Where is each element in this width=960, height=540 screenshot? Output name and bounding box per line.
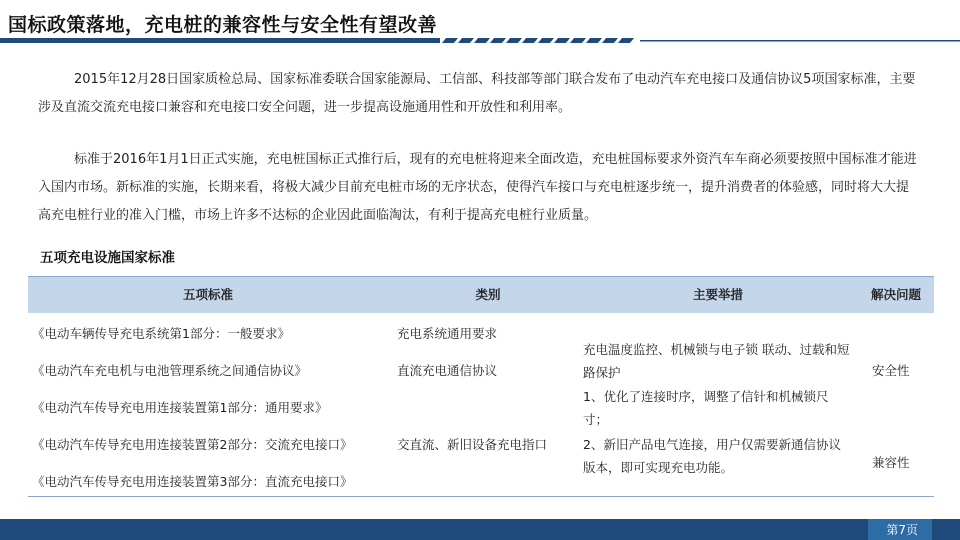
standard-item: 《电动汽车充电机与电池管理系统之间通信协议》 (32, 363, 308, 378)
header-standard: 五项标准 (182, 287, 233, 302)
header-category: 类别 (475, 287, 501, 302)
standard-item: 《电动汽车传导充电用连接装置第3部分：直流充电接口》 (32, 474, 353, 489)
header-measures: 主要举措 (692, 287, 743, 302)
category-item: 充电系统通用要求 (397, 326, 498, 341)
intro-paragraph: 2015年12月28日国家质检总局、国家标准委联合国家能源局、工信部、科技部等部门联合发布了电动汽车充电接口及通信协议5项国家标准，主要涉及直流交流充电接口兼容和充电接口安全问题，进一步提高设施通用性和开放性和利用率。 (38, 72, 916, 115)
table-header (28, 276, 934, 313)
measure-item: 充电温度监控、机械锁与电子锁 联动、过载和短路保护 (583, 342, 850, 380)
footer-bar (0, 519, 960, 540)
issue-item: 兼容性 (872, 455, 910, 470)
header-issue: 解决问题 (870, 287, 921, 302)
measure-item: 2、新旧产品电气连接，用户仅需要新通信协议版本，即可实现充电功能。 (583, 437, 841, 475)
category-item: 直流充电通信协议 (397, 363, 498, 378)
table-bottom-rule (28, 496, 934, 497)
standard-item: 《电动车辆传导充电系统第1部分：一般要求》 (32, 326, 290, 341)
table-title: 五项充电设施国家标准 (40, 250, 175, 266)
impact-paragraph: 标准于2016年1月1日正式实施，充电桩国标正式推行后，现有的充电桩将迎来全面改造，充电桩国标要求外资汽车车商必须要按照中国标准才能进入国内市场。新标准的实施，长期来看，将极大减少目前充电桩市场的无序状态，使得汽车接口与充电桩逐步统一，提升消费者的体验感，同时将大大提高充电桩行业的准入门槛，市场上许多不达标的企业因此面临淘汰，有利于提高充电桩行业质量。 (38, 152, 917, 223)
standard-item: 《电动汽车传导充电用连接装置第1部分：通用要求》 (32, 400, 328, 415)
standard-item: 《电动汽车传导充电用连接装置第2部分：交流充电接口》 (32, 437, 353, 452)
measure-item: 1、优化了连接时序，调整了信针和机械锁尺寸； (583, 389, 829, 427)
page-number: 第7页 (886, 523, 918, 537)
category-item: 交直流、新旧设备充电指口 (397, 437, 548, 452)
page-title: 国标政策落地，充电桩的兼容性与安全性有望改善 (8, 14, 438, 36)
issue-item: 安全性 (872, 363, 910, 378)
title-divider (0, 38, 960, 43)
